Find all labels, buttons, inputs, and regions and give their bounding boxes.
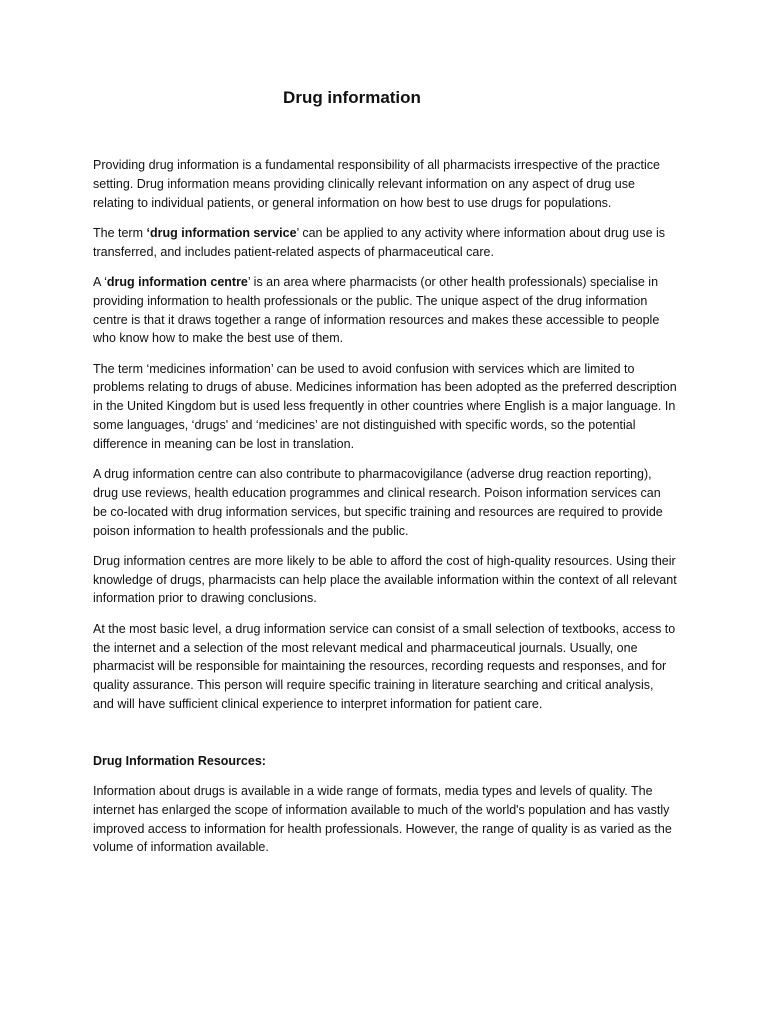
paragraph-medicines-information: The term ‘medicines information’ can be used to avoid confusion with services which are limited to problems relating to drugs of abuse. Medicines information has been adopted as the preferred description in the United Kingdom but is used less frequently in other countries where English is a major language. In some languages, ‘drugs' and ‘medicines’ are not distinguished with specific words, so the potential difference in meaning can be lost in translation. [93,361,677,451]
paragraph-resources-cost: Drug information centres are more likely to be able to afford the cost of high-quality resources. Using their knowledge of drugs, pharmacists can help place the available information within the context of all relevant information prior to drawing conclusions. [93,553,677,606]
paragraph-service-definition [93,224,677,262]
document-body [93,156,677,857]
bold-term-drug-information-service: ‘drug information service [146,225,297,240]
paragraph-centre-definition [93,273,677,348]
paragraph-pharmacovigilance: A drug information centre can also contribute to pharmacovigilance (adverse drug reaction reporting), drug use reviews, health education programmes and clinical research. Poison information services can be co-located with drug information services, but specific training and resources are required to provide poison information to health professionals and the public. [93,467,663,538]
paragraph-text: ’ is an area where pharmacists (or other health professionals) specialise in providing information to health professionals or the public. The unique aspect of the drug information centre is that it draws together a range of information resources and makes these accessible to people who know how to make the best use of them. [93,274,660,346]
section-heading-resources: Drug Information Resources: [93,753,266,768]
paragraph-basic-level: At the most basic level, a drug information service can consist of a small selection of textbooks, access to the internet and a selection of the most relevant medical and pharmaceutical journals. Usually, one pharmacist will be responsible for maintaining the resources, recording requests and responses, and for quality assurance. This person will require specific training in literature searching and critical analysis, and will have sufficient clinical experience to interpret information for patient care. [93,621,676,711]
paragraph-responsibility: Providing drug information is a fundamental responsibility of all pharmacists irrespective of the practice setting. Drug information means providing clinically relevant information on any aspect of drug use relating to individual patients, or general information on how best to use drugs for populations. [93,158,660,210]
paragraph-resources-intro: Information about drugs is available in a wide range of formats, media types and levels of quality. The internet has enlarged the scope of information available to much of the world's population and has vastly improved access to information for health professionals. However, the range of quality is as varied as the volume of information available. [93,784,672,855]
document-title: Drug information [283,88,421,107]
paragraph-text: The term [93,225,147,240]
paragraph-text: A ‘ [93,274,107,289]
paragraph-text: ’ can be applied to any activity where information about drug use is transferred, and includes patient-related aspects of pharmaceutical care. [93,225,666,259]
bold-term-drug-information-centre: drug information centre [106,274,248,289]
